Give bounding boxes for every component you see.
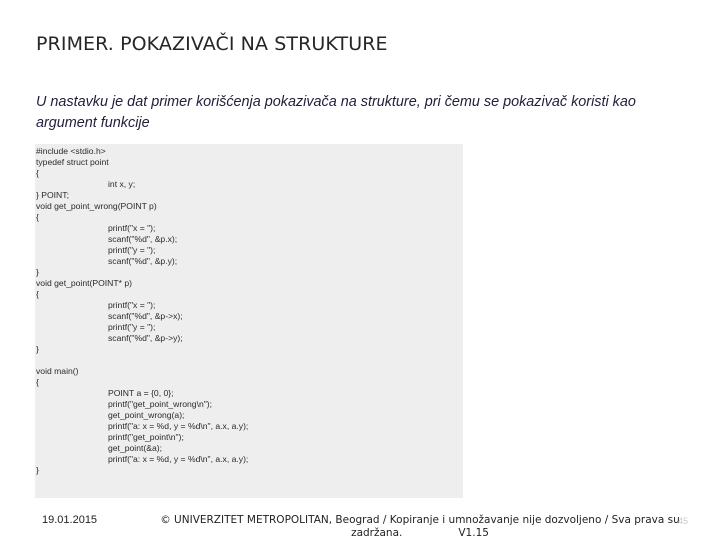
code-line: printf("x = "); [108, 223, 156, 233]
footer-copyright [150, 514, 690, 540]
slide-title: PRIMER. POKAZIVAČI NA STRUKTURE [36, 33, 388, 55]
code-line: } POINT; [36, 190, 69, 200]
code-line: POINT a = {0, 0}; [108, 388, 174, 398]
code-line: printf("get_point\n"); [108, 432, 184, 442]
code-line: printf("a: x = %d, y = %d\n", a.x, a.y); [108, 421, 249, 431]
page-number: 45 [678, 516, 689, 526]
intro-text: U nastavku je dat primer korišćenja pokazivača na strukture, pri čemu se pokazivač koristi kao argument funkcije [36, 94, 636, 131]
code-line: } [36, 465, 39, 475]
copyright-reserved: zadržana. [351, 527, 403, 539]
code-line: printf("x = "); [108, 300, 156, 310]
code-line: get_point_wrong(a); [108, 410, 185, 420]
code-line: scanf("%d", &p.x); [108, 234, 178, 244]
code-line: printf("a: x = %d, y = %d\n", a.x, a.y); [108, 454, 249, 464]
code-line: scanf("%d", &p.y); [108, 256, 178, 266]
code-line: printf("get_point_wrong\n"); [108, 399, 213, 409]
code-line: { [36, 212, 39, 222]
code-line: { [36, 377, 39, 387]
code-line: #include <stdio.h> [36, 146, 106, 156]
code-line: } [36, 344, 39, 354]
code-line: void main() [36, 366, 79, 376]
footer-date: 19.01.2015 [42, 514, 98, 526]
code-line: scanf("%d", &p->y); [108, 333, 183, 343]
code-line: } [36, 267, 39, 277]
code-line: get_point(&a); [108, 443, 162, 453]
code-line: { [36, 168, 39, 178]
code-line: typedef struct point [36, 157, 109, 167]
code-line: void get_point_wrong(POINT p) [36, 201, 157, 211]
code-line: printf("y = "); [108, 322, 156, 332]
copyright-line-2 [150, 527, 690, 540]
code-line: int x, y; [108, 179, 136, 189]
code-line: printf("y = "); [108, 245, 156, 255]
copyright-line-1: © UNIVERZITET METROPOLITAN, Beograd / Kopiranje i umnožavanje nije dozvoljeno / Sva prava su [160, 514, 680, 526]
code-line: scanf("%d", &p->x); [108, 311, 183, 321]
code-line: void get_point(POINT* p) [36, 278, 133, 288]
version-label: V1.15 [458, 527, 489, 539]
code-block [35, 144, 463, 498]
code-line: { [36, 289, 39, 299]
